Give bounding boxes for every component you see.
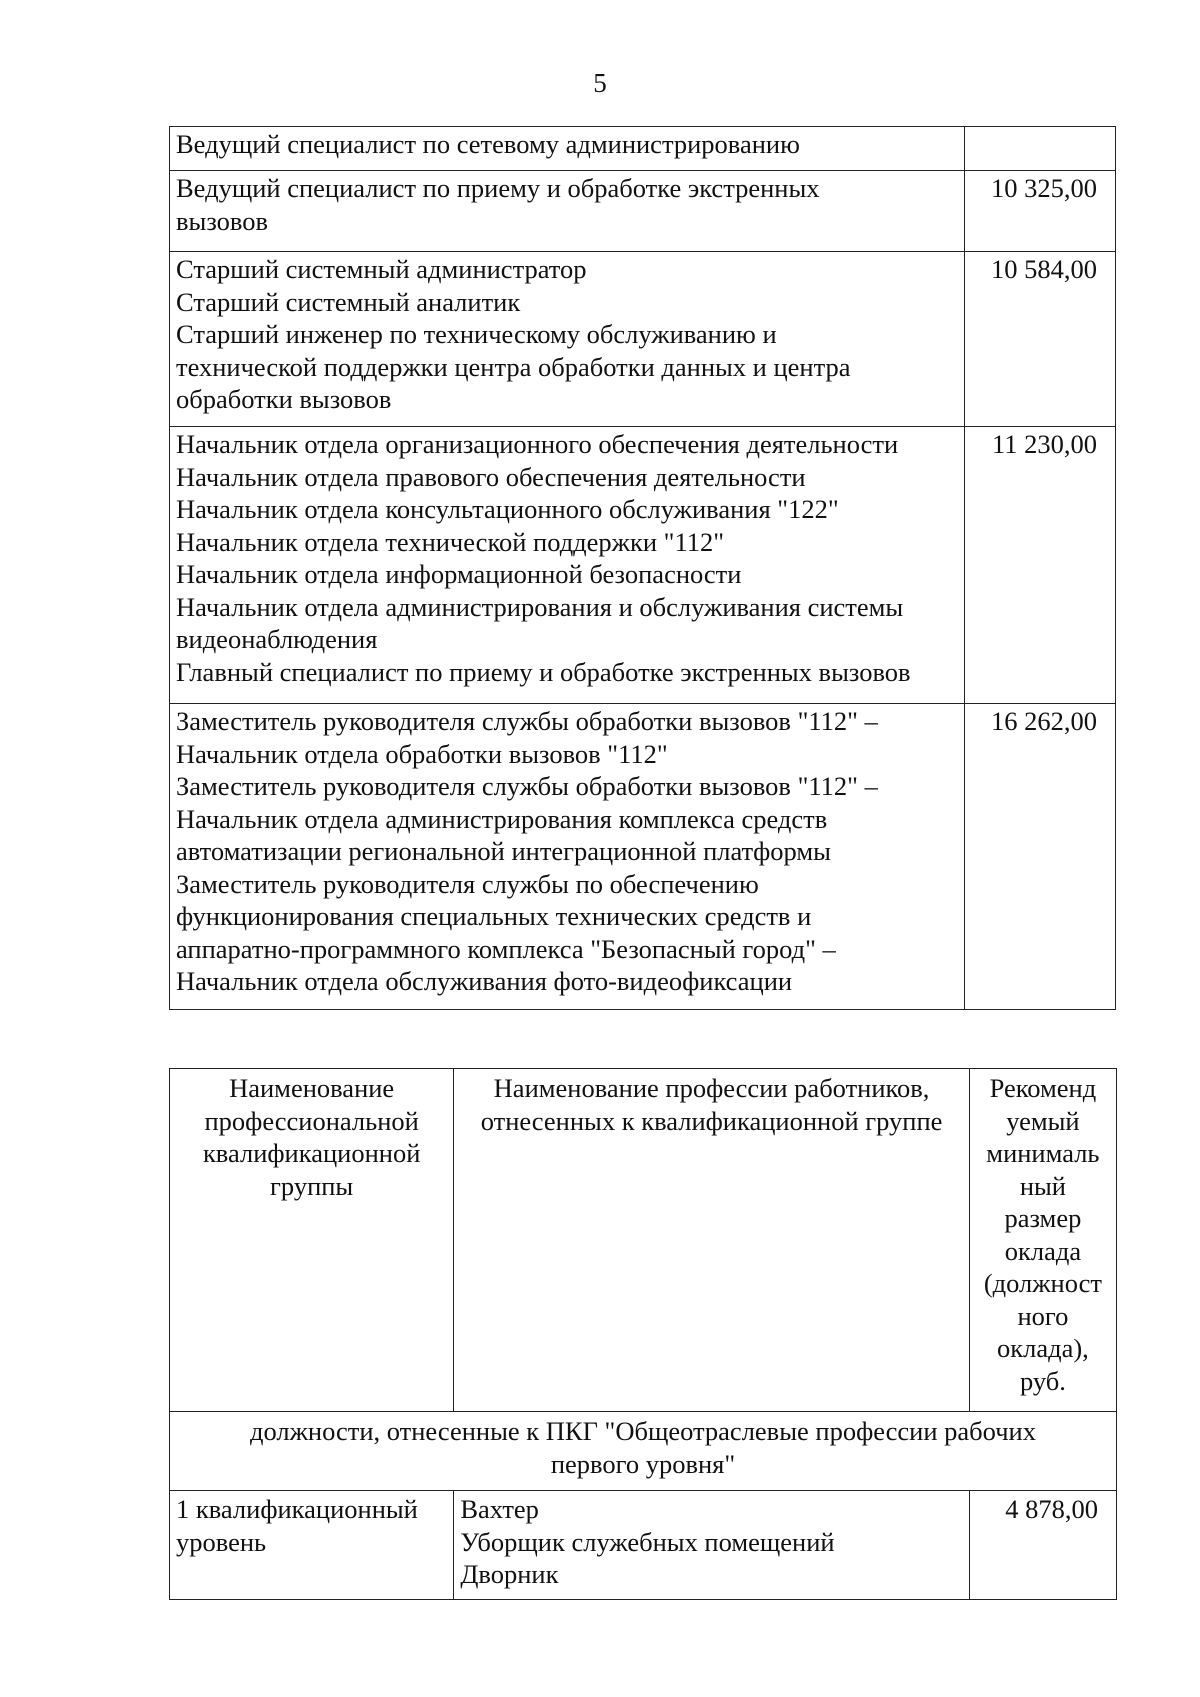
- position-name: вызовов: [176, 205, 268, 236]
- header-line: группы: [270, 1170, 354, 1201]
- header-line: ного: [1017, 1300, 1069, 1331]
- header-line: Наименование профессии работников,: [493, 1073, 930, 1103]
- table-header-row: [170, 1069, 1117, 1412]
- position-name: Главный специалист по приему и обработке экстренных вызовов: [176, 656, 911, 687]
- header-line: размер: [1004, 1203, 1082, 1233]
- position-name: Начальник отдела правового обеспечения деятельности: [176, 461, 806, 492]
- position-names-cell: [170, 127, 965, 171]
- header-line: квалификационной: [202, 1138, 421, 1168]
- salary-value: [965, 127, 1116, 171]
- salary-value: 4 878,00: [969, 1491, 1116, 1600]
- salary-table: [169, 126, 1116, 1010]
- position-name: аппаратно-программного комплекса "Безопасный город" –: [176, 933, 836, 964]
- position-name: Заместитель руководителя службы обработки вызовов "112" –: [176, 771, 878, 801]
- position-name: Начальник отдела консультационного обслуживания "122": [176, 494, 839, 524]
- level-line: 1 квалификационный: [176, 1494, 418, 1524]
- salary-value: 10 584,00: [965, 252, 1116, 427]
- profession-name: Дворник: [460, 1559, 559, 1589]
- position-name: Начальник отдела обработки вызовов "112": [176, 738, 668, 769]
- position-name: обработки вызовов: [176, 384, 392, 414]
- position-names-cell: [170, 704, 965, 1010]
- position-name: Заместитель руководителя службы по обеспечению: [176, 868, 759, 899]
- group-title-line: первого уровня": [550, 1448, 736, 1479]
- position-name: Начальник отдела администрирования и обслуживания системы: [176, 591, 904, 622]
- position-names-cell: [170, 171, 965, 252]
- position-name: Начальник отдела организационного обеспечения деятельности: [176, 429, 899, 459]
- profession-name: Вахтер: [460, 1494, 539, 1524]
- group-title-row: [170, 1412, 1117, 1491]
- header-line: руб.: [1019, 1365, 1066, 1396]
- level-line: уровень: [176, 1526, 267, 1557]
- table-row: [170, 1491, 1117, 1600]
- profession-list: [454, 1491, 970, 1600]
- pkg-table: [169, 1068, 1117, 1600]
- header-line: уемый: [1006, 1105, 1080, 1136]
- table-row: [170, 127, 1116, 171]
- header-profession-name: [454, 1069, 970, 1412]
- profession-name: Уборщик служебных помещений: [460, 1526, 835, 1557]
- salary-value: 10 325,00: [965, 171, 1116, 252]
- position-name: Начальник отдела администрирования комплекса средств: [176, 803, 828, 834]
- position-name: технической поддержки центра обработки данных и центра: [176, 351, 851, 382]
- header-group-name: [170, 1069, 454, 1412]
- position-name: автоматизации региональной интеграционной платформы: [176, 836, 831, 866]
- table-row: [170, 427, 1116, 704]
- salary-value: 16 262,00: [965, 704, 1116, 1010]
- group-title: [170, 1412, 1117, 1491]
- position-name: Начальник отдела обслуживания фото-видеофиксации: [176, 966, 793, 996]
- header-line: оклада: [1004, 1235, 1082, 1266]
- salary-value: 11 230,00: [965, 427, 1116, 704]
- page-number: 5: [593, 68, 607, 98]
- position-name: Старший инженер по техническому обслуживанию и: [176, 319, 777, 349]
- position-name: Ведущий специалист по приему и обработке экстренных: [176, 173, 820, 203]
- header-line: оклада),: [997, 1333, 1089, 1363]
- header-line: отнесенных к квалификационной группе: [480, 1105, 943, 1136]
- position-name: Начальник отдела информационной безопасности: [176, 559, 742, 589]
- table-row: [170, 704, 1116, 1010]
- position-name: видеонаблюдения: [176, 624, 378, 654]
- qualification-level: [170, 1491, 454, 1600]
- position-name: Начальник отдела технической поддержки "112": [176, 526, 725, 557]
- header-salary: [969, 1069, 1116, 1412]
- header-line: минималь: [986, 1138, 1100, 1168]
- position-name: Заместитель руководителя службы обработки вызовов "112" –: [176, 706, 878, 736]
- table-row: [170, 171, 1116, 252]
- header-line: Наименование: [229, 1073, 395, 1103]
- group-title-line: должности, отнесенные к ПКГ "Общеотраслевые профессии рабочих: [249, 1416, 1036, 1446]
- position-name: функционирования специальных технических средств и: [176, 901, 812, 931]
- position-names-cell: [170, 252, 965, 427]
- table-row: [170, 252, 1116, 427]
- position-name: Старший системный администратор: [176, 254, 587, 284]
- position-name: Ведущий специалист по сетевому администрированию: [176, 129, 800, 159]
- header-line: ный: [1019, 1170, 1066, 1201]
- position-names-cell: [170, 427, 965, 704]
- header-line: профессиональной: [204, 1105, 419, 1136]
- header-line: Рекоменд: [989, 1073, 1097, 1103]
- header-line: (должност: [983, 1268, 1102, 1298]
- position-name: Старший системный аналитик: [176, 286, 521, 317]
